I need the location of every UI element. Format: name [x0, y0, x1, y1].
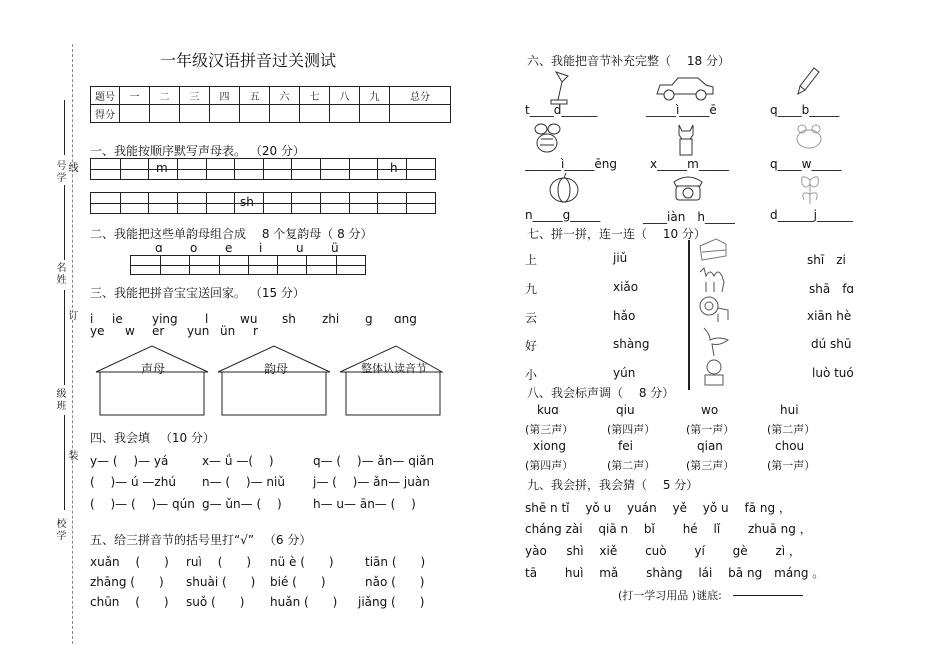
section-4-title: 四、我会填 （10 分） [90, 431, 215, 445]
tone-syllable[interactable]: wo [701, 403, 719, 417]
pinyin-item: yun [187, 324, 210, 338]
character[interactable]: 云 [525, 311, 538, 325]
animal-pinyin[interactable]: dú shū [811, 337, 852, 351]
fill-item[interactable]: ( )— ú —zhú [90, 475, 176, 489]
pencil-icon [794, 66, 820, 96]
divider-line [688, 240, 690, 390]
house-label-initials: 声母 [141, 362, 166, 376]
houses-diagram [94, 345, 444, 417]
pinyin-item: l [205, 312, 209, 326]
tone-syllable[interactable]: kuɑ [537, 403, 559, 417]
animal-pinyin[interactable]: luò tuó [812, 366, 854, 380]
tone-hint: (第二声） [767, 423, 816, 436]
house-label-whole-syllables: 整体认读音节 [361, 362, 427, 375]
fill-item[interactable]: ( )— ( )— qún [90, 497, 195, 511]
check-item[interactable]: chūn ( ) [90, 595, 169, 609]
check-item[interactable]: shuài ( ) [186, 575, 256, 589]
fill-item[interactable]: g— ǔn— ( ) [202, 497, 282, 511]
table-cell: 二 [150, 87, 180, 105]
score-input[interactable] [120, 105, 150, 123]
score-table [90, 86, 451, 123]
score-input[interactable] [270, 105, 300, 123]
fill-syllable[interactable]: d______j______ [770, 208, 853, 222]
table-cell: 六 [270, 87, 300, 105]
tone-syllable[interactable]: hui [780, 403, 799, 417]
tone-hint: (第一声） [686, 423, 735, 436]
section-2-title: 二、我能把这些单韵母组合成 8 个复韵母（ 8 分） [90, 227, 373, 241]
camel-icon [696, 264, 730, 294]
tone-hint: (第三声） [525, 423, 574, 436]
crane-icon [700, 324, 730, 358]
pinyin-item: g [365, 312, 373, 326]
score-input[interactable] [300, 105, 330, 123]
tone-syllable[interactable]: qian [697, 439, 723, 453]
pinyin-item: i [90, 312, 94, 326]
character[interactable]: 小 [525, 368, 538, 382]
section-3-title: 三、我能把拼音宝宝送回家。 （15 分） [90, 286, 305, 300]
table-cell: 得分 [91, 105, 120, 123]
animal-pinyin[interactable]: xiān hè [807, 309, 852, 323]
table-cell: 八 [330, 87, 360, 105]
label-name: 名姓 [54, 262, 65, 286]
table-cell: 总分 [390, 87, 451, 105]
fill-syllable[interactable]: x_____m_____ [650, 157, 729, 171]
check-item[interactable]: ruì ( ) [186, 555, 252, 569]
character[interactable]: 上 [525, 253, 538, 267]
binding-line [64, 185, 65, 260]
label-class: 级班 [54, 388, 65, 412]
pinyin-option[interactable]: xiǎo [613, 280, 639, 294]
pinyin-item: zhi [322, 312, 340, 326]
given-initial: h [390, 161, 398, 175]
fill-syllable[interactable]: q____w_____ [770, 157, 842, 171]
fill-item[interactable]: x— ǘ —( ) [202, 454, 274, 468]
score-input[interactable] [390, 105, 451, 123]
binding-line [64, 415, 65, 510]
vowel: ü [331, 241, 339, 255]
fill-syllable[interactable]: n_____g_____ [525, 208, 601, 222]
tone-hint: (第四声） [607, 423, 656, 436]
bee-icon [529, 121, 565, 157]
check-item[interactable]: xuǎn ( ) [90, 555, 169, 569]
section-9-title: 九、我会拼，我会猜（ 5 分） [527, 478, 699, 492]
house-label-finals: 韵母 [264, 362, 289, 376]
tone-syllable[interactable]: qiu [616, 403, 635, 417]
check-item[interactable]: huǎn ( ) [270, 595, 338, 609]
pinyin-option[interactable]: hǎo [613, 309, 636, 323]
fill-syllable[interactable]: _____ì_____ē [646, 103, 717, 117]
cat-icon [674, 121, 698, 159]
tone-hint: (第四声） [525, 459, 574, 472]
tone-syllable[interactable]: fei [618, 439, 633, 453]
check-item[interactable]: nü è ( ) [270, 555, 334, 569]
riddle-line: cháng zài qiā n bǐ hé lǐ zhuā ng ， [525, 522, 812, 536]
binding-fold-line [72, 44, 73, 644]
page-title: 一年级汉语拼音过关测试 [160, 51, 337, 70]
label-zhuang: 装 [66, 450, 77, 462]
initials-grid-row-2[interactable] [90, 192, 436, 214]
pinyin-item: ie [112, 312, 123, 326]
label-school: 校学 [54, 518, 65, 542]
fill-item[interactable]: j— ( )— ǎn— juàn [313, 475, 430, 489]
section-5-title: 五、给三拼音节的括号里打“√” （6 分） [90, 533, 312, 547]
check-item[interactable]: tiān ( ) [365, 555, 426, 569]
score-input[interactable] [240, 105, 270, 123]
pinyin-item: r [253, 324, 258, 338]
given-initial: sh [240, 195, 254, 209]
character[interactable]: 好 [525, 339, 538, 353]
pinyin-option[interactable]: yún [613, 366, 636, 380]
pinyin-item: ɑng [394, 312, 417, 326]
vowel: e [225, 241, 233, 255]
score-input[interactable] [180, 105, 210, 123]
score-input[interactable] [330, 105, 360, 123]
label-xian: 线 [66, 162, 77, 174]
fill-syllable[interactable]: q____b_____ [770, 103, 840, 117]
score-input[interactable] [210, 105, 240, 123]
check-item[interactable]: suǒ ( ) [186, 595, 245, 609]
tone-hint: (第二声） [607, 459, 656, 472]
check-item[interactable]: jiǎng ( ) [358, 595, 425, 609]
vowel: o [190, 241, 198, 255]
pinyin-item: ying [152, 312, 178, 326]
riddle-line: tā huì mǎ shàng lái bā ng máng 。 [525, 566, 825, 580]
telephone-icon [670, 172, 706, 202]
given-initial: m [156, 161, 168, 175]
section-1-title: 一、我能按顺序默写声母表。 （20 分） [90, 144, 305, 158]
frog-icon [792, 122, 826, 152]
table-cell: 题号 [91, 87, 120, 105]
label-ding: 订 [66, 310, 77, 322]
table-cell: 一 [120, 87, 150, 105]
reading-child-icon [700, 358, 728, 388]
vowel: i [259, 241, 263, 255]
riddle-answer-field[interactable] [733, 583, 803, 596]
binding-line [64, 290, 65, 385]
section-8-title: 八、我会标声调（ 8 分） [527, 386, 675, 400]
riddle-line: shē n tǐ yǒ u yuán yě yǒ u fā ng ， [525, 501, 791, 515]
check-item[interactable]: zhāng ( ) [90, 575, 164, 589]
tone-syllable[interactable]: xiong [533, 439, 566, 453]
animal-pinyin[interactable]: shī zi [807, 253, 846, 267]
table-cell: 四 [210, 87, 240, 105]
pinyin-option[interactable]: shàng [613, 337, 650, 351]
score-input[interactable] [360, 105, 390, 123]
fill-item[interactable]: h— u— ān— ( ) [313, 497, 416, 511]
riddle-answer-label: (打一学习用品 )谜底: [618, 589, 722, 602]
sofa-icon [696, 236, 730, 264]
fill-item[interactable]: n— ( )— niǔ [202, 475, 285, 489]
table-cell: 九 [360, 87, 390, 105]
vowel: u [296, 241, 304, 255]
section-6-title: 六、我能把音节补充完整（ 18 分） [527, 54, 730, 68]
tone-hint: (第一声） [767, 459, 816, 472]
riddle-line: yào shì xiě cuò yí gè zì ， [525, 544, 801, 558]
fill-syllable[interactable]: ______ì_____ēng [525, 157, 617, 171]
check-item[interactable]: bié ( ) [270, 575, 326, 589]
lamp-icon [548, 70, 576, 106]
pinyin-item: ün [220, 324, 236, 338]
table-cell: 七 [300, 87, 330, 105]
vowel: ɑ [155, 241, 163, 255]
car-icon [654, 76, 716, 102]
pinyin-item: wu [240, 312, 258, 326]
binding-line [64, 100, 65, 155]
pinyin-option[interactable]: jiǔ [613, 251, 628, 265]
fill-syllable[interactable]: ____iàn h_____ [643, 210, 735, 224]
compound-vowel-grid[interactable] [130, 255, 366, 275]
label-student-number: 号学 [54, 160, 65, 184]
tone-hint: (第三声） [686, 459, 735, 472]
pinyin-item: ye [90, 324, 105, 338]
tone-syllable[interactable]: chou [775, 439, 805, 453]
table-cell: 五 [240, 87, 270, 105]
fill-item[interactable]: y— ( )— yá [90, 454, 169, 468]
score-input[interactable] [150, 105, 180, 123]
lion-icon [698, 294, 730, 324]
character[interactable]: 九 [525, 282, 538, 296]
initials-grid-row-1[interactable] [90, 158, 436, 180]
pinyin-item: er [152, 324, 165, 338]
pinyin-item: w [125, 324, 135, 338]
fill-syllable[interactable]: t____d______ [525, 103, 598, 117]
animal-pinyin[interactable]: shā fɑ [809, 282, 855, 296]
section-7-title: 七、拼一拼，连一连（ 10 分） [527, 227, 706, 241]
pinyin-item: sh [282, 312, 296, 326]
table-cell: 三 [180, 87, 210, 105]
flower-icon [794, 170, 826, 206]
fill-item[interactable]: q— ( )— ǎn— qiǎn [313, 454, 435, 468]
check-item[interactable]: nǎo ( ) [365, 575, 425, 589]
pumpkin-icon [547, 172, 581, 204]
